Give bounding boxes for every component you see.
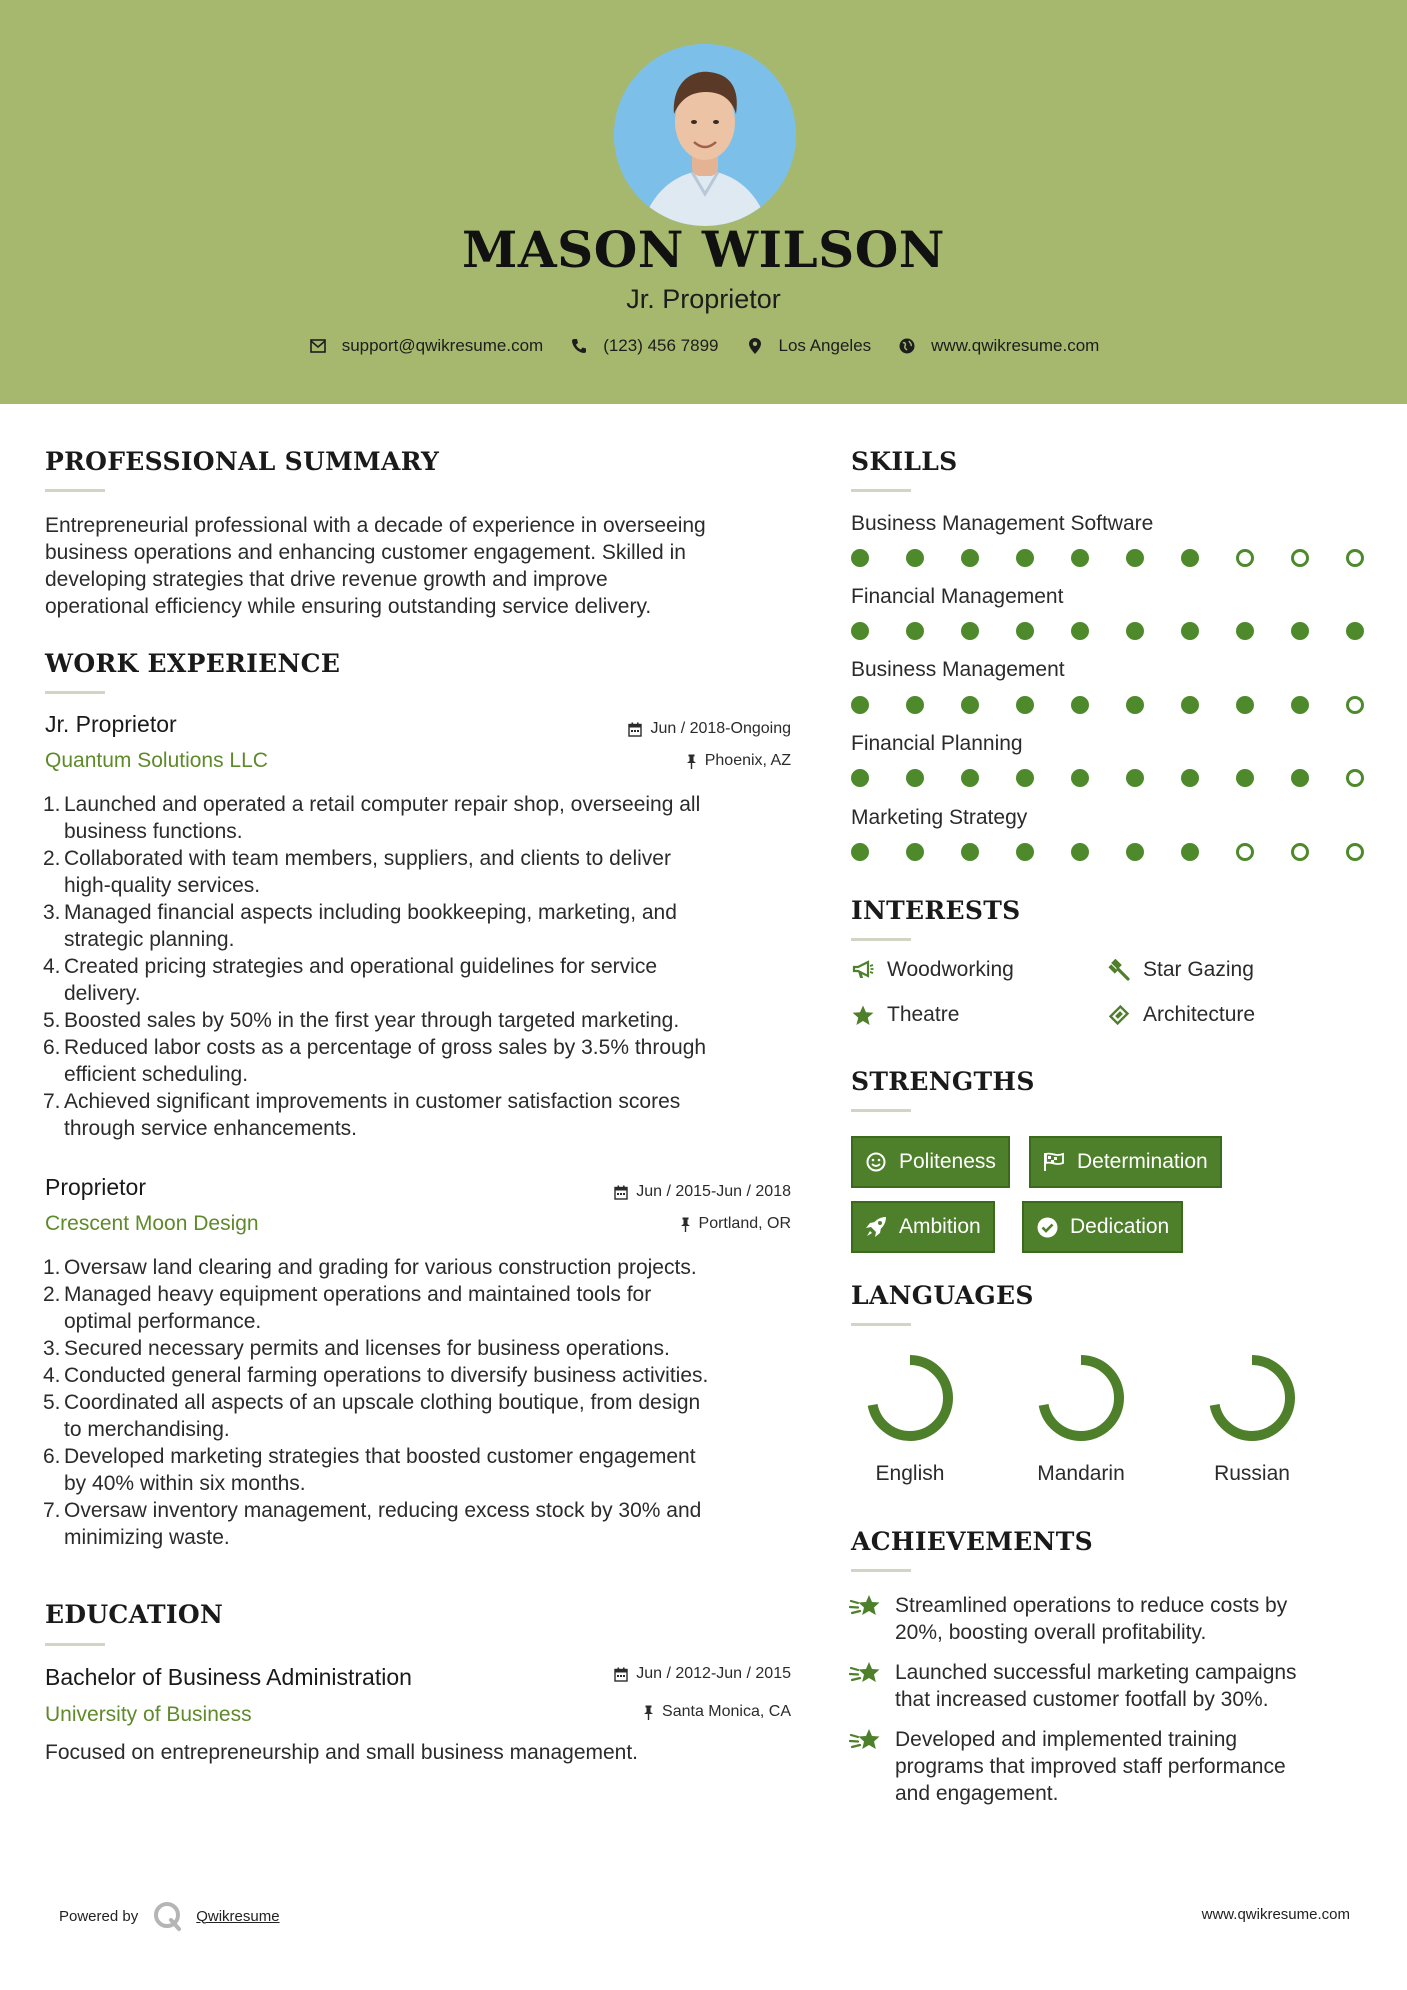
- skill-dot-filled: [851, 769, 869, 787]
- skill-dot-filled: [961, 549, 979, 567]
- pushpin-icon: [686, 754, 697, 769]
- flag-icon: [1043, 1151, 1065, 1173]
- education-dates-text: Jun / 2012-Jun / 2015: [636, 1665, 791, 1682]
- job-title: Jr. Proprietor: [45, 711, 177, 737]
- summary-line: business operations and enhancing customer engagement. Skilled in: [45, 541, 686, 564]
- interest-item: [851, 958, 1014, 982]
- pushpin-icon: [643, 1705, 654, 1720]
- skill-rating: [851, 769, 1365, 789]
- strength-label: Ambition: [899, 1215, 981, 1238]
- achievements-heading: ACHIEVEMENTS: [851, 1527, 1093, 1556]
- phone-icon: [569, 336, 589, 356]
- job-dates: [500, 1183, 791, 1201]
- skill-dot-filled: [906, 549, 924, 567]
- interest-item: [1107, 958, 1254, 982]
- interest-label: Woodworking: [887, 958, 1014, 981]
- education-location-text: Santa Monica, CA: [662, 1703, 791, 1720]
- degree-title: Bachelor of Business Administration: [45, 1664, 412, 1690]
- achievements-heading-rule: [851, 1569, 911, 1572]
- star-icon: [851, 1003, 875, 1027]
- language-item: [1192, 1352, 1312, 1486]
- list-item: 1. Oversaw land clearing and grading for various construction projects.: [43, 1256, 697, 1279]
- skill-dot-filled: [961, 769, 979, 787]
- skill-dot-filled: [961, 696, 979, 714]
- skill-dot-filled: [1291, 769, 1309, 787]
- skill-dot-filled: [1016, 622, 1034, 640]
- list-item: 2. Managed heavy equipment operations and maintained tools for optimal performance.: [43, 1283, 652, 1333]
- strength-chip: [1022, 1201, 1183, 1253]
- contact-email[interactable]: [308, 336, 544, 356]
- school-name: University of Business: [45, 1703, 252, 1726]
- summary-line: developing strategies that drive revenue growth and improve: [45, 568, 608, 591]
- education-heading: EDUCATION: [45, 1600, 224, 1629]
- strength-chip: [851, 1201, 995, 1253]
- language-ring: [1206, 1352, 1298, 1444]
- skill-dot-filled: [961, 843, 979, 861]
- contact-bar: [0, 336, 1407, 356]
- list-item: 6. Reduced labor costs as a percentage of gross sales by 3.5% through efficient scheduling.: [43, 1036, 707, 1086]
- list-item: 4. Created pricing strategies and operational guidelines for service delivery.: [43, 955, 658, 1005]
- skill-dot-empty: [1346, 549, 1364, 567]
- strength-chip: [1029, 1136, 1222, 1188]
- education-dates: [500, 1665, 791, 1683]
- contact-website[interactable]: [897, 336, 1099, 356]
- skill-dot-filled: [1071, 769, 1089, 787]
- education-location: [500, 1703, 791, 1721]
- skill-dot-filled: [851, 549, 869, 567]
- candidate-name: MASON WILSON: [462, 220, 945, 279]
- skill-dot-filled: [1181, 843, 1199, 861]
- skill-dot-filled: [1236, 769, 1254, 787]
- company-name: Quantum Solutions LLC: [45, 749, 268, 772]
- summary-heading-rule: [45, 489, 105, 492]
- list-item: 4. Conducted general farming operations to diversify business activities.: [43, 1364, 709, 1387]
- achievement-line: and engagement.: [895, 1782, 1059, 1805]
- location-text: Los Angeles: [778, 336, 872, 355]
- qwikresume-link[interactable]: Qwikresume: [196, 1907, 280, 1925]
- achievement-line: 20%, boosting overall profitability.: [895, 1621, 1207, 1644]
- smile-icon: [865, 1151, 887, 1173]
- language-label: Mandarin: [1037, 1462, 1125, 1485]
- megaphone-icon: [851, 958, 875, 982]
- shooting-star-icon: [849, 1659, 883, 1689]
- list-item: 7. Oversaw inventory management, reducing excess stock by 30% and minimizing waste.: [43, 1499, 702, 1549]
- skill-rating: [851, 843, 1365, 863]
- job-bullets: [45, 1254, 805, 1551]
- skill-dot-filled: [906, 622, 924, 640]
- company-name: Crescent Moon Design: [45, 1212, 259, 1235]
- job-dates: [500, 720, 791, 738]
- skill-dot-filled: [906, 769, 924, 787]
- strength-label: Determination: [1077, 1150, 1208, 1173]
- check-circle-icon: [1036, 1216, 1058, 1238]
- list-item: 3. Managed financial aspects including bookkeeping, marketing, and strategic planning.: [43, 901, 677, 951]
- education-heading-rule: [45, 1643, 105, 1646]
- rocket-icon: [865, 1216, 887, 1238]
- skill-dot-filled: [1071, 843, 1089, 861]
- skill-rating: [851, 622, 1365, 642]
- list-item: 7. Achieved significant improvements in customer satisfaction scores through service enhancements.: [43, 1090, 681, 1140]
- summary-line: Entrepreneurial professional with a decade of experience in overseeing: [45, 514, 706, 537]
- interest-label: Architecture: [1143, 1003, 1256, 1026]
- skill-dot-filled: [961, 622, 979, 640]
- skill-dot-filled: [1181, 769, 1199, 787]
- email-text: support@qwikresume.com: [341, 336, 544, 355]
- achievement-line: Developed and implemented training: [895, 1728, 1238, 1751]
- achievement-line: Launched successful marketing campaigns: [895, 1661, 1297, 1684]
- qwikresume-logo-icon: [152, 1900, 184, 1932]
- job-location: [500, 752, 791, 770]
- skill-dot-filled: [1126, 549, 1144, 567]
- strength-chip: [851, 1136, 1010, 1188]
- job-dates-text: Jun / 2015-Jun / 2018: [636, 1183, 791, 1200]
- skill-dot-filled: [1181, 622, 1199, 640]
- skill-dot-filled: [1236, 622, 1254, 640]
- contact-phone[interactable]: [569, 336, 718, 356]
- job-dates-text: Jun / 2018-Ongoing: [650, 720, 791, 737]
- skills-heading: SKILLS: [851, 447, 958, 476]
- summary-heading: PROFESSIONAL SUMMARY: [45, 447, 440, 476]
- achievement-line: Streamlined operations to reduce costs by: [895, 1594, 1288, 1617]
- skill-dot-filled: [1071, 549, 1089, 567]
- skill-dot-filled: [1016, 843, 1034, 861]
- language-label: Russian: [1214, 1462, 1290, 1485]
- skill-dot-filled: [1071, 696, 1089, 714]
- job-location-text: Phoenix, AZ: [704, 752, 791, 769]
- interests-heading-rule: [851, 938, 911, 941]
- skill-dot-empty: [1236, 549, 1254, 567]
- skill-dot-filled: [851, 696, 869, 714]
- ticket-icon: [1107, 1003, 1131, 1027]
- skill-dot-filled: [1126, 769, 1144, 787]
- languages-heading-rule: [851, 1323, 911, 1326]
- phone-text: (123) 456 7899: [603, 336, 719, 355]
- calendar-icon: [614, 1667, 628, 1682]
- candidate-title: Jr. Proprietor: [626, 284, 781, 314]
- skill-dot-filled: [1126, 843, 1144, 861]
- language-ring: [864, 1352, 956, 1444]
- achievement-item: [849, 1726, 1286, 1807]
- website-text: www.qwikresume.com: [931, 336, 1100, 355]
- calendar-icon: [614, 1185, 628, 1200]
- skill-dot-filled: [906, 696, 924, 714]
- skill-dot-empty: [1346, 843, 1364, 861]
- list-item: 5. Coordinated all aspects of an upscale clothing boutique, from design to merchandising.: [43, 1391, 701, 1441]
- skill-dot-empty: [1291, 549, 1309, 567]
- achievement-line: programs that improved staff performance: [895, 1755, 1286, 1778]
- achievement-item: [849, 1659, 1297, 1713]
- skill-dot-filled: [1291, 696, 1309, 714]
- list-item: 2. Collaborated with team members, suppliers, and clients to deliver high-quality services.: [43, 847, 671, 897]
- summary-text: [45, 512, 805, 620]
- powered-by-text: Powered by: [59, 1907, 139, 1925]
- list-item: 3. Secured necessary permits and licenses for business operations.: [43, 1337, 670, 1360]
- skill-dot-filled: [1126, 622, 1144, 640]
- interest-label: Star Gazing: [1143, 958, 1254, 981]
- skill-dot-empty: [1291, 843, 1309, 861]
- skill-dot-filled: [851, 622, 869, 640]
- job-location: [500, 1215, 791, 1233]
- interests-heading: INTERESTS: [851, 896, 1021, 925]
- skill-dot-empty: [1346, 696, 1364, 714]
- language-item: [850, 1352, 970, 1486]
- summary-line: operational efficiency while ensuring outstanding service delivery.: [45, 595, 652, 618]
- footer-website[interactable]: www.qwikresume.com: [1201, 1906, 1350, 1923]
- language-label: English: [875, 1462, 945, 1485]
- strengths-heading-rule: [851, 1109, 911, 1112]
- skill-dot-empty: [1236, 843, 1254, 861]
- skills-heading-rule: [851, 489, 911, 492]
- language-item: [1021, 1352, 1141, 1486]
- skill-dot-empty: [1346, 769, 1364, 787]
- footer-branding: [59, 1900, 280, 1932]
- list-item: 6. Developed marketing strategies that boosted customer engagement by 40% within six months.: [43, 1445, 696, 1495]
- skill-name: Financial Management: [851, 585, 1064, 608]
- experience-heading-rule: [45, 691, 105, 694]
- skill-name: Marketing Strategy: [851, 806, 1028, 829]
- skill-name: Business Management: [851, 658, 1065, 681]
- list-item: 5. Boosted sales by 50% in the first year through targeted marketing.: [43, 1009, 680, 1032]
- skill-dot-filled: [851, 843, 869, 861]
- skill-dot-filled: [1181, 696, 1199, 714]
- shooting-star-icon: [849, 1592, 883, 1622]
- profile-photo: [614, 44, 796, 226]
- skill-dot-filled: [1016, 769, 1034, 787]
- calendar-icon: [628, 722, 642, 737]
- interest-item: [1107, 1003, 1255, 1027]
- skill-dot-filled: [1016, 549, 1034, 567]
- strengths-heading: STRENGTHS: [851, 1067, 1035, 1096]
- achievement-line: that increased customer footfall by 30%.: [895, 1688, 1269, 1711]
- skill-dot-filled: [1346, 622, 1364, 640]
- job-location-text: Portland, OR: [698, 1215, 791, 1232]
- interest-label: Theatre: [887, 1003, 960, 1026]
- skill-dot-filled: [1291, 622, 1309, 640]
- skill-name: Financial Planning: [851, 732, 1023, 755]
- job-title: Proprietor: [45, 1174, 146, 1200]
- skill-dot-filled: [906, 843, 924, 861]
- skill-rating: [851, 696, 1365, 716]
- strength-label: Dedication: [1070, 1215, 1170, 1238]
- job-bullets: [45, 791, 805, 1142]
- interest-item: [851, 1003, 959, 1027]
- skill-dot-filled: [1016, 696, 1034, 714]
- globe-icon: [897, 336, 917, 356]
- skill-dot-filled: [1071, 622, 1089, 640]
- gavel-icon: [1107, 958, 1131, 982]
- skill-rating: [851, 549, 1365, 569]
- skill-dot-filled: [1126, 696, 1144, 714]
- achievement-item: [849, 1592, 1287, 1646]
- envelope-icon: [308, 336, 328, 356]
- contact-location: [745, 336, 872, 356]
- shooting-star-icon: [849, 1726, 883, 1756]
- map-pin-icon: [745, 336, 765, 356]
- strength-label: Politeness: [899, 1150, 996, 1173]
- pushpin-icon: [680, 1217, 691, 1232]
- skill-dot-filled: [1181, 549, 1199, 567]
- languages-heading: LANGUAGES: [851, 1281, 1034, 1310]
- language-ring: [1035, 1352, 1127, 1444]
- education-note: Focused on entrepreneurship and small business management.: [45, 1741, 639, 1764]
- resume-header: [0, 0, 1407, 404]
- experience-heading: WORK EXPERIENCE: [45, 649, 341, 678]
- list-item: 1. Launched and operated a retail computer repair shop, overseeing all business functions.: [43, 793, 701, 843]
- skill-name: Business Management Software: [851, 512, 1154, 535]
- skill-dot-filled: [1236, 696, 1254, 714]
